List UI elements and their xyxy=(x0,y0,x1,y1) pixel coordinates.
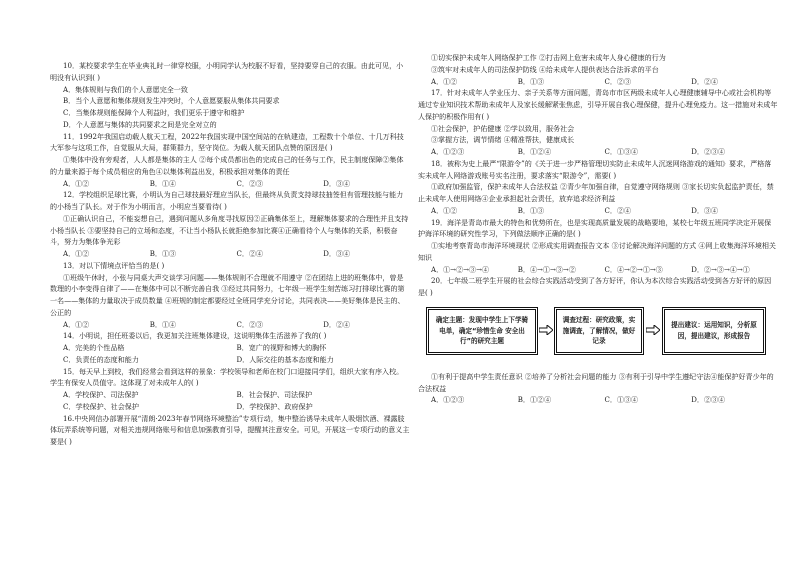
options-row xyxy=(50,319,410,331)
question-items: ①社会保护，护佑健康 ②学以致用，服务社会 xyxy=(431,123,575,133)
option: B．①④ xyxy=(149,178,177,188)
option: D．②④ xyxy=(323,319,351,329)
option: A．学校保护、司法保护 xyxy=(63,390,139,399)
options-row xyxy=(50,178,410,190)
question-items: ①有利于提高中学生责任意识 ②培养了分析社会问题的能力 ③有利于引导中学生遵纪守法④能保护好青少年的合法权益 xyxy=(418,371,774,393)
option: C．负责任的态度和能力 xyxy=(63,354,139,364)
options-row xyxy=(50,354,410,366)
question-stem: 16.中央网信办部署开展“清朗·2023年春节网络环境整治”专项行动，集中整治诱导未成年人吸烟饮酒、裸露肢体玩弄系统等问题，对相关违规网络账号和信息加强教育引导，提醒其注意安全。可见，开展这一专项行动的意义主要是( ) xyxy=(50,413,410,446)
option: C．②④ xyxy=(604,205,632,215)
option: C．学校保护、社会保护 xyxy=(63,401,139,411)
option: D．人际交往的基本态度和能力 xyxy=(236,354,334,364)
question-items: ①实地考察青岛市海洋环境现状 ②形成实用调查报告文本 ③讨论解决海洋问题的方式 ④网上收集海洋环境相关知识 xyxy=(418,241,776,262)
option: D．②→③→④→① xyxy=(691,264,750,274)
option: A．①② xyxy=(63,178,90,188)
options-row xyxy=(418,205,778,217)
option: B．①③ xyxy=(517,76,545,86)
options-row xyxy=(418,394,778,406)
option: A．①② xyxy=(431,205,458,215)
question-11 xyxy=(50,131,410,190)
question-stem: 11．1992年我国启动载人航天工程，2022年我国实现中国空间站的在轨建造，工程数十个单位、十几万科技大军参与这项工作，自觉服从大局，群策群力，坚守岗位。为载人航天团队点赞的原因是( ) xyxy=(50,131,404,153)
options-row xyxy=(50,401,410,413)
options-row xyxy=(50,389,410,401)
right-column xyxy=(418,0,778,406)
option: D．学校保护、政府保护 xyxy=(236,401,313,411)
option: D．②④ xyxy=(691,76,719,86)
question-items: ③掌握方法，调节情绪 ④精准帮扶，健康成长 xyxy=(431,135,575,145)
question-13 xyxy=(50,260,410,331)
option: C．②③ xyxy=(236,178,264,188)
options-row xyxy=(418,264,778,276)
option: A．①② xyxy=(63,319,90,329)
question-15 xyxy=(50,366,410,413)
question-items: ③筑牢对未成年人的司法保护防线 ④给未成年人提供表达合法诉求的平台 xyxy=(431,64,659,74)
question-18 xyxy=(418,158,778,217)
question-19 xyxy=(418,217,778,276)
question-12 xyxy=(50,189,410,260)
option: C．①③④ xyxy=(604,395,639,405)
option: B．①②④ xyxy=(517,395,552,405)
option: D．③④ xyxy=(323,178,351,188)
option: D．③④ xyxy=(323,249,351,258)
question-stem: 20．七年级二班学生开展的社会综合实践活动受到了各方好评，你认为本次综合实践活动受到各方好评的原因是( ) xyxy=(418,276,772,297)
option: D．②③④ xyxy=(691,147,726,156)
option: C．①③④ xyxy=(604,147,639,156)
option: A．①② xyxy=(431,76,458,86)
option: A．完美的个性品格 xyxy=(63,343,125,352)
question-stem: 15．每天早上到校，我们经常会看到这样的景象：学校领导和老师在校门口迎接同学们，组织大家有序入校。学生有保安人员值守。这体现了对未成年人的( ) xyxy=(50,366,404,388)
options-row xyxy=(418,76,778,88)
options-row xyxy=(50,342,410,354)
flow-step-topic: 确定主题：发现中学生上下学骑电单，确定“珍惜生命 安全出行”的研究主题 xyxy=(428,309,536,353)
option: D．②③④ xyxy=(691,395,726,405)
option: A．①② xyxy=(63,249,90,258)
question-stem: 18．被称为史上最严“限游令”的《关于进一步严格管理切实防止未成年人沉迷网络游戏的通知》要求，严格落实未成年人网络游戏账号实名注册，要求落实“限游令”，需要( ) xyxy=(418,158,772,180)
options-row xyxy=(50,248,410,260)
option: D．③④ xyxy=(691,205,719,215)
option: C．②③ xyxy=(604,76,632,86)
option: C．②③ xyxy=(236,319,264,329)
question-items: ①班级午休时，小张与同桌大声交谈学习问题——集体规则不合理就不用遵守 ②在团结上进的班集体中，曾是数理的小李变得自律了——在集体中可以不断完善自我 ③经过共同努力，七年级一班学生刻苦练习打排球比赛的第一名——集体的力量取决于成员数量 ④班规的制定都要经过全班同学充分讨论，共同表决——美好集体是民主的、公正的 xyxy=(50,272,405,317)
option: C．④→②→①→③ xyxy=(604,264,663,274)
question-items: ①正确认识自己，不能妄想自己，遇到问题从多角度寻找原因②正确集体至上，理解集体要求的合理性并且支持小杨当队长 ③要坚持自己的立场和态度，不让当小杨队长就拒绝参加比赛④正确看待个人与集体的关系，积极奋斗，努力为集体争光彩 xyxy=(50,213,409,247)
flowchart xyxy=(418,303,778,367)
options-row xyxy=(418,146,778,158)
left-column xyxy=(50,0,410,448)
flow-step-survey: 调查过程：研究政策，实施调查，了解情况，做好记录 xyxy=(556,309,642,353)
arrow-right-icon xyxy=(539,325,553,335)
option: D．个人意愿与集体的共同要求之间是完全对立的 xyxy=(63,119,217,129)
question-items: ①切实保护未成年人网络保护工作 ②打击网上危害未成年人身心健康的行为 xyxy=(431,53,666,62)
question-items: ①集体中没有旁观者，人人都是集体的主人 ②每个成员都出色的完成自己的任务与工作，民主制度保障②集体的力量来源于每个成员相应的角色④以集体利益出发，积极承担对集体的责任 xyxy=(50,155,404,176)
question-16 xyxy=(50,413,410,448)
question-10 xyxy=(50,60,410,131)
option: C．当集体规则能保障个人利益时，我们更乐于遵守和维护 xyxy=(63,108,245,117)
question-stem: 17．针对未成年人学业压力、亲子关系等方面问题，青岛市市区两级未成年人心理健康辅导中心或社会机构等通过专业知识技术帮助未成年人及家长缓解紧张焦虑，引导开展自我心理保健，提升心理免疫力。这一措施对未成年人保护的积极作用有( ) xyxy=(418,88,778,121)
option: C．②④ xyxy=(236,249,264,258)
question-items: ①政府加强监管，保护未成年人合法权益 ②青少年加强自律，自觉遵守网络规则 ③家长切实负起监护责任，禁止未成年人使用网络④企业承担起社会责任，放弃追求经济利益 xyxy=(418,182,774,203)
question-stem: 19．海洋是青岛市最大的特色和优势所在，也是实现高质量发展的战略要地，某校七年级五班同学决定开展保护海洋环境的研究性学习，下列做法顺序正确的是( ) xyxy=(418,217,772,239)
flow-step-suggestion: 提出建议：运用知识，分析原因，提出建议，形成报告 xyxy=(664,309,764,353)
option: B．①②④ xyxy=(517,147,552,156)
question-stem: 14．小明说，担任班委以后，我更加关注班集体建设，这说明集体生活滋养了我的( ) xyxy=(63,331,327,341)
option: B．社会保护、司法保护 xyxy=(236,390,313,399)
option: A．①②③ xyxy=(431,147,465,156)
question-stem: 12．学校组织足球比赛，小明认为自己球技最好理应当队长，但最终从负责支持球技抽签但有管理技能与能力的小杨当了队长。对于作为小明而言，小明应当要看待( ) xyxy=(50,190,404,211)
option: B．①④ xyxy=(149,319,177,329)
option: B．④→①→③→② xyxy=(517,264,576,274)
option: B．①③ xyxy=(517,205,545,215)
arrow-right-icon xyxy=(646,325,660,335)
question-16-continued xyxy=(418,52,778,87)
option: B．①③ xyxy=(149,249,177,258)
question-17 xyxy=(418,87,778,158)
option: B．当个人意愿和集体规则发生冲突时，个人意愿要服从集体共同要求 xyxy=(63,96,280,106)
question-stem: 10．某校要求学生在毕业典礼时一律穿校服，小明同学认为校服不好看，坚持要穿自己的衣服。由此可见，小明没有认识到( ) xyxy=(50,61,404,82)
question-20 xyxy=(418,275,778,406)
question-14 xyxy=(50,330,410,365)
option: B．宽广的视野和博大的胸怀 xyxy=(236,343,327,352)
option: A．集体规则与我们的个人意愿完全一致 xyxy=(63,84,188,94)
option: A．①②③ xyxy=(431,395,465,405)
option: A．①→②→③→④ xyxy=(431,264,490,274)
question-stem: 13．对以下情境点评恰当的是( ) xyxy=(63,260,165,270)
